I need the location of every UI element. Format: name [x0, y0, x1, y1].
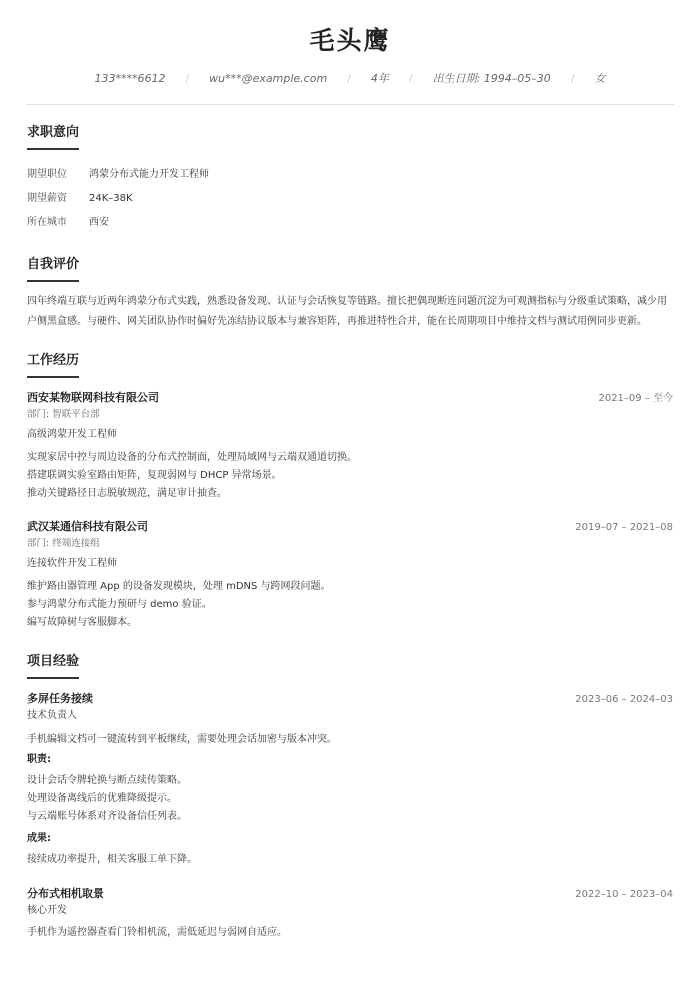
- header-divider: [26, 104, 674, 105]
- duty-item: 处理设备离线后的优雅降级提示。: [27, 793, 177, 804]
- section-title: 自我评价: [27, 257, 80, 272]
- project-entry: [27, 690, 673, 869]
- phone-number: 133****6612: [94, 71, 166, 85]
- work-entry: [27, 389, 673, 503]
- experience-years: 4年: [370, 72, 389, 85]
- kv-key: 期望薪资: [27, 193, 67, 204]
- work-bullet: 编写故障树与客服脚本。: [27, 617, 137, 628]
- contact-separator: /: [347, 71, 351, 85]
- section-title: 项目经验: [27, 654, 80, 669]
- candidate-name: 毛头鹰: [309, 26, 391, 55]
- department: 部门: 智联平台部: [27, 409, 100, 420]
- work-bullet: 实现家居中控与周边设备的分布式控制面，处理局域网与云端双通道切换。: [27, 452, 357, 463]
- birthdate: 出生日期: 1994–05–30: [432, 72, 551, 85]
- project-desc: 手机编辑文档可一键流转到平板继续，需要处理会话加密与版本冲突。: [27, 734, 337, 745]
- resume-header: [0, 0, 700, 86]
- date-range: 2019–07 – 2021–08: [575, 522, 673, 533]
- project-name: 分布式相机取景: [27, 887, 104, 900]
- duty-item: 设计会话令牌轮换与断点续传策略。: [27, 775, 187, 786]
- kv-row: [27, 211, 673, 235]
- section-title: 求职意向: [27, 125, 80, 140]
- kv-row: [27, 163, 673, 187]
- section-job-intention: [27, 124, 673, 235]
- company-name: 西安某物联网科技有限公司: [27, 391, 159, 404]
- section-title: 工作经历: [27, 353, 80, 368]
- work-bullet: 搭建联调实验室路由矩阵，复现弱网与 DHCP 异常场景。: [27, 470, 282, 481]
- contact-separator: /: [570, 71, 575, 85]
- job-role: 连接软件开发工程师: [27, 558, 117, 569]
- contact-bar: [0, 70, 700, 86]
- date-range: 2021–09 – 至今: [598, 393, 673, 404]
- resume-content: [27, 124, 673, 943]
- kv-key: 期望职位: [27, 169, 67, 180]
- kv-row: [27, 187, 673, 211]
- date-range: 2023–06 – 2024–03: [575, 694, 673, 705]
- section-underline: [27, 280, 79, 282]
- project-name: 多屏任务接续: [27, 692, 93, 705]
- gender: 女: [594, 72, 606, 85]
- duty-label: 职责:: [27, 754, 51, 765]
- project-role: 技术负责人: [27, 710, 77, 721]
- project-entry: [27, 885, 673, 943]
- work-bullet: 参与鸿蒙分布式能力预研与 demo 验证。: [27, 599, 212, 610]
- work-entry: [27, 518, 673, 632]
- self-eval-text: 四年终端互联与近两年鸿蒙分布式实践，熟悉设备发现、认证与会话恢复等链路。擅长把偶现断连问题沉淀为可观测指标与分级重试策略，减少用户侧黑盒感。与硬件、网关团队协作时偏好先冻结协议版本与兼容矩阵，再推进特性合并，能在长周期项目中维持文档与测试用例同步更新。: [27, 296, 667, 327]
- job-role: 高级鸿蒙开发工程师: [27, 429, 117, 440]
- email-address: wu***@example.com: [209, 71, 328, 85]
- contact-separator: /: [408, 71, 413, 85]
- company-name: 武汉某通信科技有限公司: [27, 520, 148, 533]
- section-work: [27, 352, 673, 632]
- project-role: 核心开发: [27, 905, 67, 916]
- section-underline: [27, 677, 79, 679]
- date-range: 2022–10 – 2023–04: [575, 889, 673, 900]
- kv-value: 24K–38K: [89, 193, 133, 204]
- work-bullet: 推动关键路径日志脱敏规范，满足审计抽查。: [27, 488, 227, 499]
- contact-separator: /: [185, 71, 190, 85]
- section-underline: [27, 148, 79, 150]
- result-item: 接续成功率提升，相关客服工单下降。: [27, 854, 197, 865]
- section-self-eval: [27, 256, 673, 332]
- kv-key: 所在城市: [27, 217, 67, 228]
- duty-item: 与云端账号体系对齐设备信任列表。: [27, 811, 187, 822]
- kv-value: 鸿蒙分布式能力开发工程师: [89, 169, 209, 180]
- section-underline: [27, 376, 79, 378]
- department: 部门: 终端连接组: [27, 538, 100, 549]
- result-label: 成果:: [27, 833, 51, 844]
- project-desc: 手机作为遥控器查看门铃相机流，需低延迟与弱网自适应。: [27, 927, 287, 938]
- kv-value: 西安: [89, 217, 109, 228]
- section-projects: [27, 653, 673, 943]
- work-bullet: 维护路由器管理 App 的设备发现模块，处理 mDNS 与跨网段问题。: [27, 581, 331, 592]
